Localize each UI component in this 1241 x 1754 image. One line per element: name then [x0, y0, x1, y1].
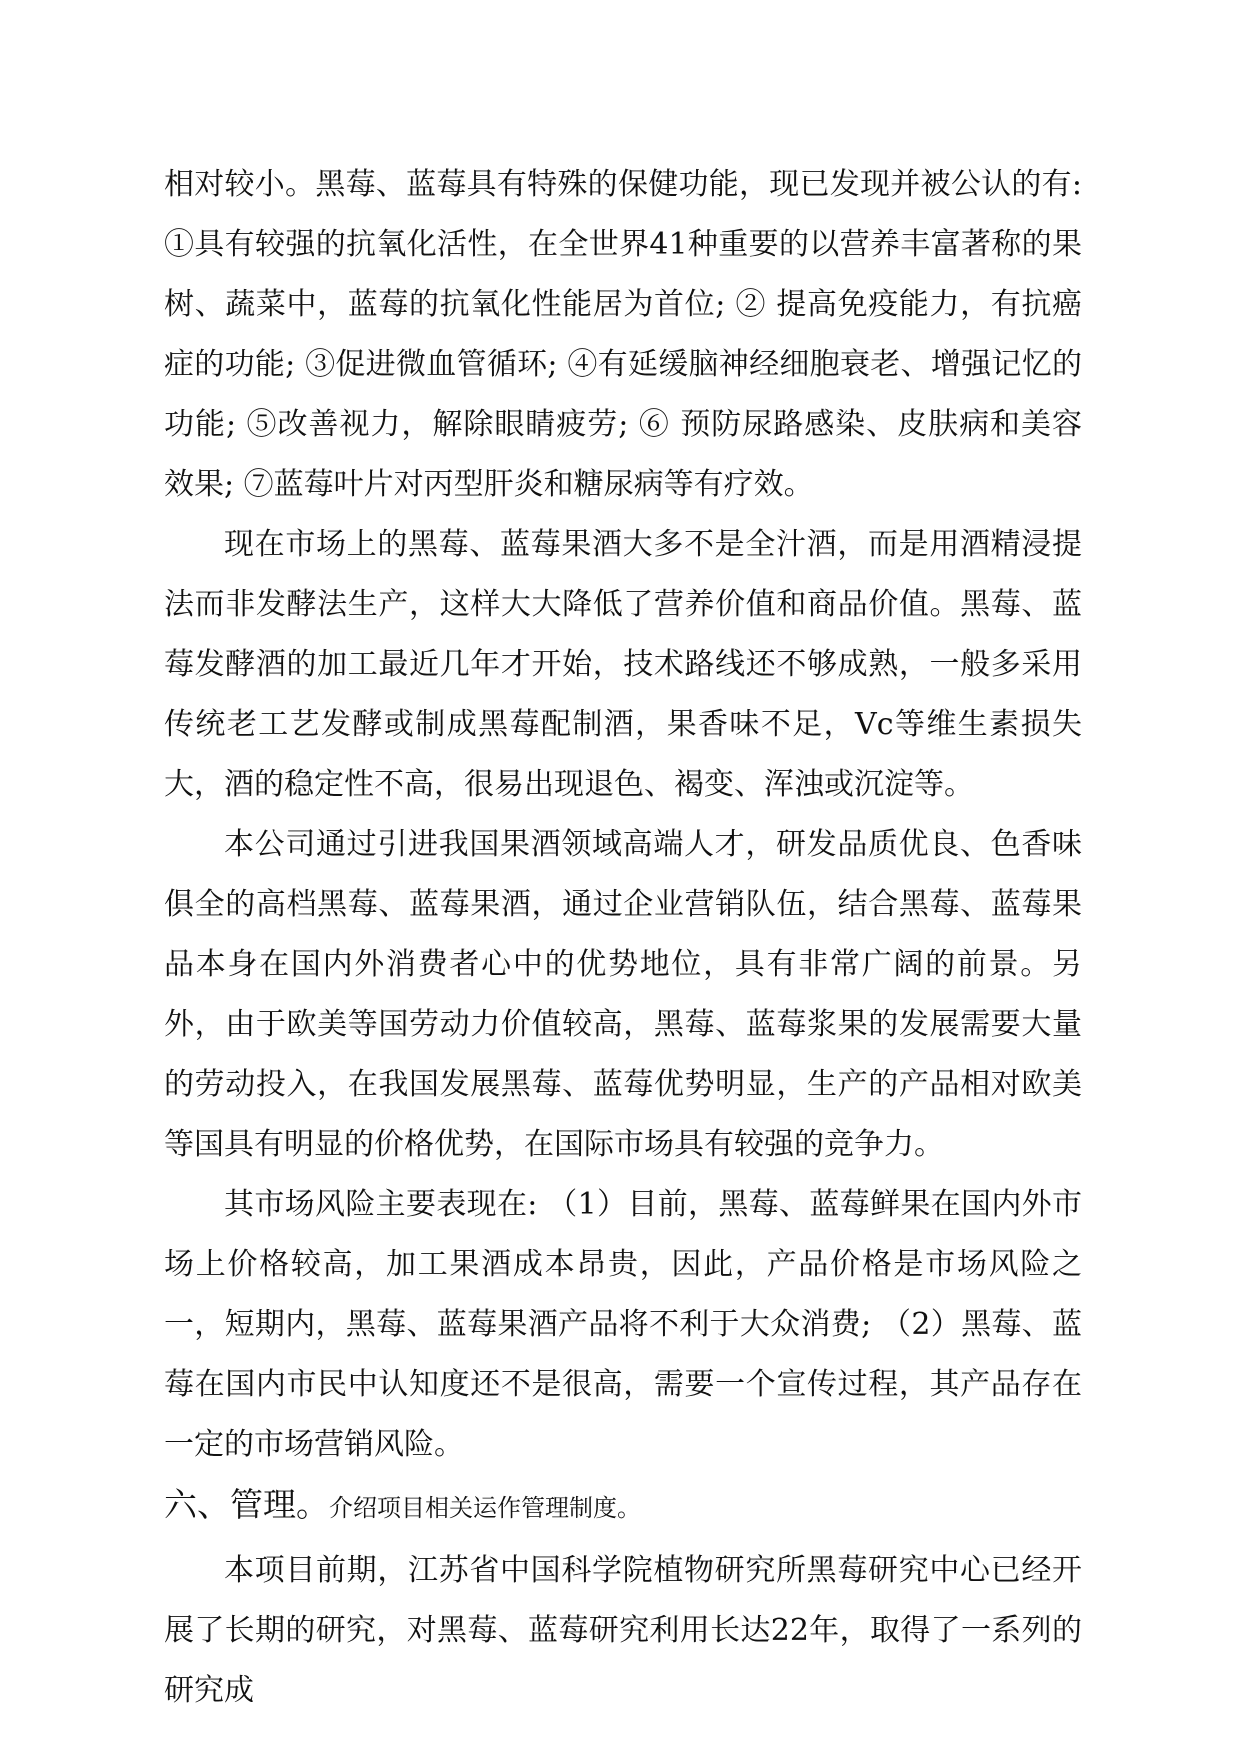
section-subtitle: 介绍项目相关运作管理制度。 [329, 1494, 641, 1522]
paragraph-project-background: 本项目前期，江苏省中国科学院植物研究所黑莓研究中心已经开展了长期的研究，对黑莓、蓝莓研究利用长达22年，取得了一系列的研究成 [164, 1553, 1082, 1708]
paragraph-market-risk: 其市场风险主要表现在: （1）目前，黑莓、蓝莓鲜果在国内外市场上价格较高，加工果酒成本昂贵，因此，产品价格是市场风险之一，短期内，黑莓、蓝莓果酒产品将不利于大众消费; （2）黑莓、蓝莓在国内市民中认知度还不是很高，需要一个宣传过程，其产品存在一定的市场营销风险。 [164, 1187, 1082, 1462]
document-page [164, 155, 1082, 1721]
section-heading-management [164, 1475, 1082, 1541]
section-title: 六、管理。 [164, 1485, 329, 1524]
paragraph-market-status: 现在市场上的黑莓、蓝莓果酒大多不是全汁酒，而是用酒精浸提法而非发酵法生产，这样大大降低了营养价值和商品价值。黑莓、蓝莓发酵酒的加工最近几年才开始，技术路线还不够成熟，一般多采用传统老工艺发酵或制成黑莓配制酒，果香味不足，Vc等维生素损失大，酒的稳定性不高，很易出现退色、褐变、浑浊或沉淀等。 [164, 527, 1082, 802]
paragraph-company-advantage: 本公司通过引进我国果酒领域高端人才，研发品质优良、色香味俱全的高档黑莓、蓝莓果酒，通过企业营销队伍，结合黑莓、蓝莓果品本身在国内外消费者心中的优势地位，具有非常广阔的前景。另外，由于欧美等国劳动力价值较高，黑莓、蓝莓浆果的发展需要大量的劳动投入，在我国发展黑莓、蓝莓优势明显，生产的产品相对欧美等国具有明显的价格优势，在国际市场具有较强的竞争力。 [164, 827, 1082, 1162]
paragraph-health-benefits: 相对较小。黑莓、蓝莓具有特殊的保健功能，现已发现并被公认的有: ①具有较强的抗氧化活性，在全世界41种重要的以营养丰富著称的果树、蔬菜中，蓝莓的抗氧化性能居为首位; ② 提高免疫能力，有抗癌症的功能; ③促进微血管循环; ④有延缓脑神经细胞衰老、增强记忆的功能; ⑤改善视力，解除眼睛疲劳; ⑥ 预防尿路感染、皮肤病和美容效果; ⑦蓝莓叶片对丙型肝炎和糖尿病等有疗效。 [164, 167, 1082, 502]
